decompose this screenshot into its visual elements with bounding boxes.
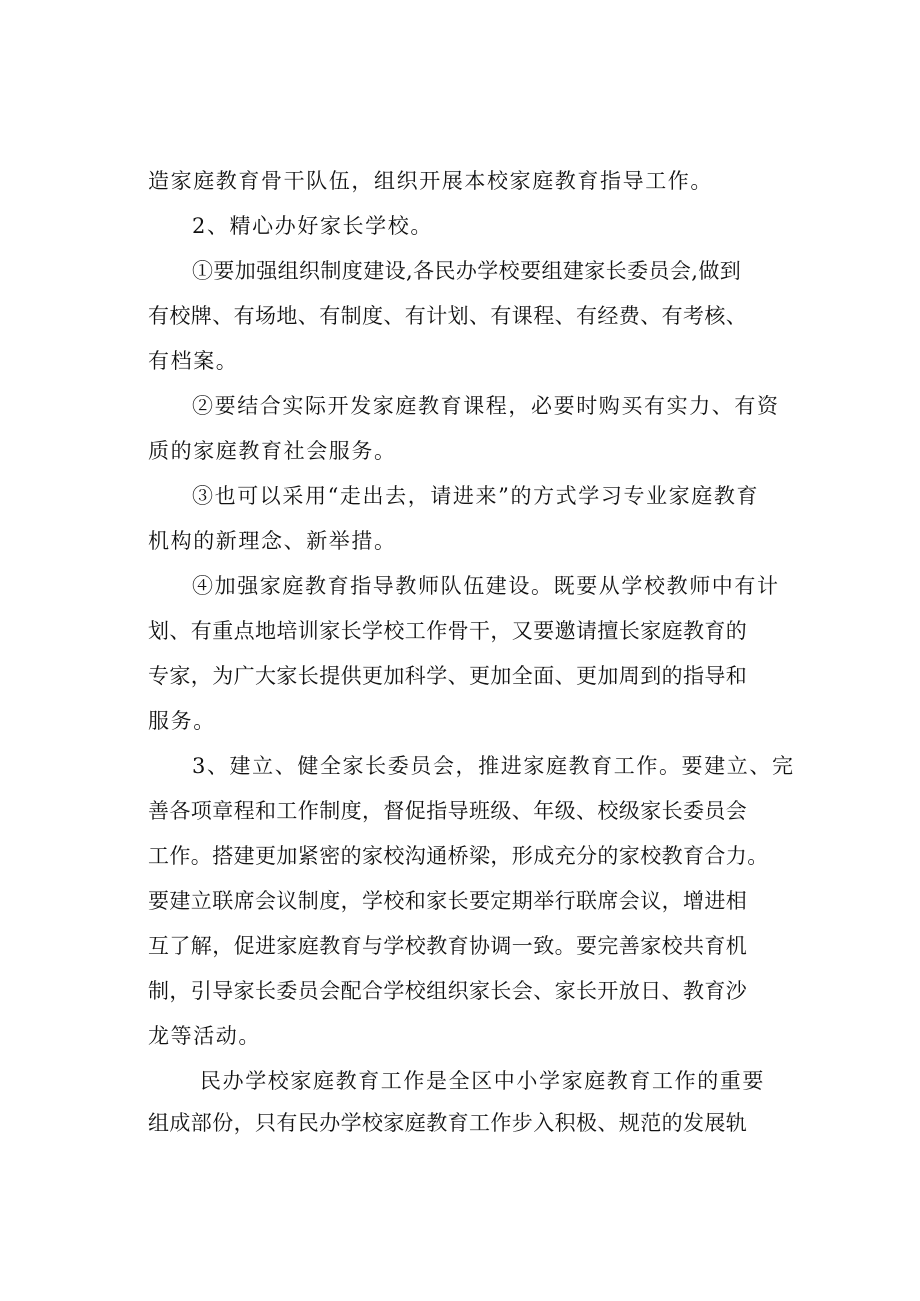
text-line: 有档案。 — [148, 349, 239, 373]
text-line: ③也可以采用“走出去，请进来”的方式学习专业家庭教育 — [192, 484, 760, 508]
section-heading-3: 3、建立、健全家长委员会，推进家庭教育工作。要建立、完 — [192, 754, 795, 778]
text-line: 划、有重点地培训家长学校工作骨干，又要邀请擅长家庭教育的 — [148, 619, 748, 643]
text-line: 有校牌、有场地、有制度、有计划、有课程、有经费、有考核、 — [148, 304, 748, 328]
text-line: ④加强家庭教育指导教师队伍建设。既要从学校教师中有计 — [192, 574, 780, 598]
text-line: 制，引导家长委员会配合学校组织家长会、家长开放日、教育沙 — [148, 979, 748, 1003]
text-line: 机构的新理念、新举措。 — [148, 529, 397, 553]
text-line: ①要加强组织制度建设,各民办学校要组建家长委员会,做到 — [192, 259, 742, 283]
text-line: 善各项章程和工作制度，督促指导班级、年级、校级家长委员会 — [148, 799, 748, 823]
text-line: 造家庭教育骨干队伍，组织开展本校家庭教育指导工作。 — [148, 169, 713, 193]
text-line: 互了解，促进家庭教育与学校教育协调一致。要完善家校共育机 — [148, 934, 748, 958]
text-line: ②要结合实际开发家庭教育课程，必要时购买有实力、有资 — [192, 394, 780, 418]
text-line: 服务。 — [148, 709, 216, 733]
text-line: 专家，为广大家长提供更加科学、更加全面、更加周到的指导和 — [148, 664, 748, 688]
text-line: 质的家庭教育社会服务。 — [148, 439, 397, 463]
text-line: 龙等活动。 — [148, 1024, 261, 1048]
text-line: 民办学校家庭教育工作是全区中小学家庭教育工作的重要 — [200, 1069, 765, 1093]
text-line: 组成部份，只有民办学校家庭教育工作步入积极、规范的发展轨 — [148, 1111, 748, 1135]
text-line: 要建立联席会议制度，学校和家长要定期举行联席会议，增进相 — [148, 889, 748, 913]
text-line: 工作。搭建更加紧密的家校沟通桥梁，形成充分的家校教育合力。 — [148, 844, 769, 868]
section-heading-2: 2、精心办好家长学校。 — [192, 214, 433, 238]
